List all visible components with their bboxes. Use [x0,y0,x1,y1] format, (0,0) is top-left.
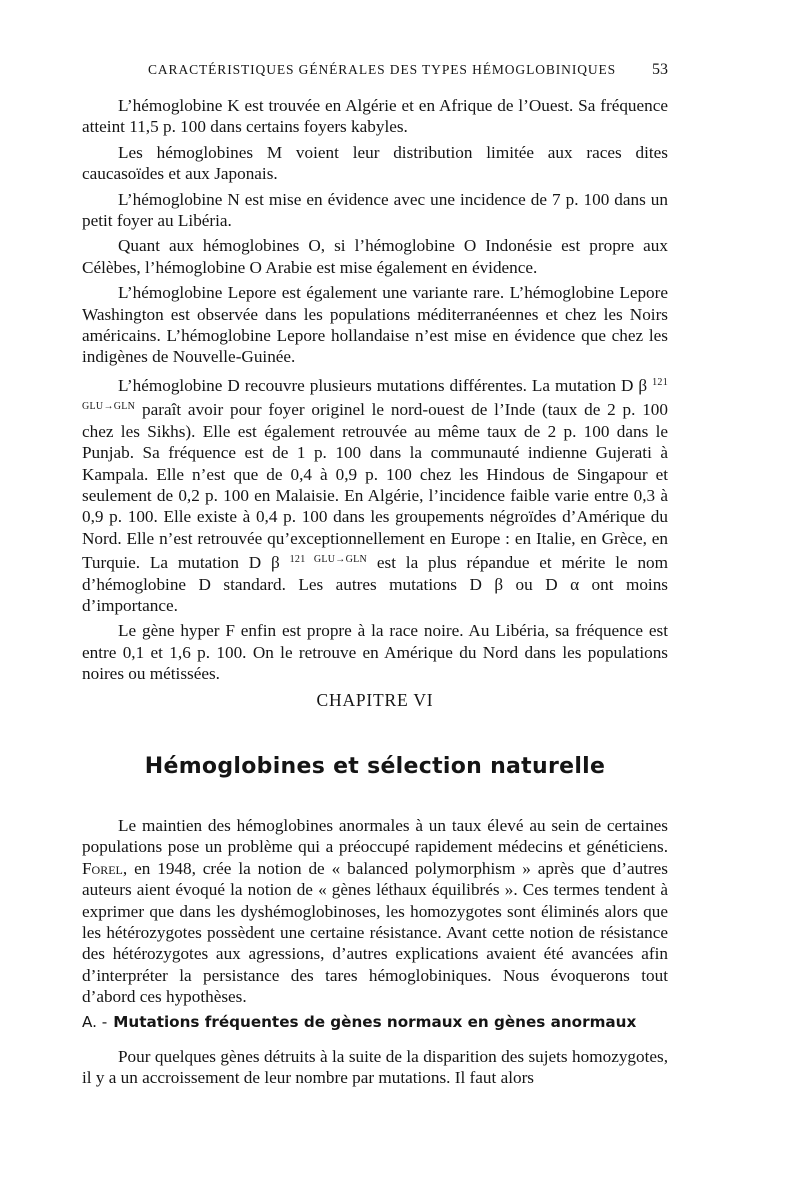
paragraph-hb-n: L’hémoglobine N est mise en évidence avec une incidence de 7 p. 100 dans un petit foyer au Libéria. [82,189,668,231]
top-text-block [82,95,668,689]
hb-d-text-start: L’hémoglobine D recouvre plusieurs mutations différentes. La mutation D β [118,375,648,395]
chapter-title: Hémoglobines et sélection naturelle [144,754,606,779]
section-paragraph: Pour quelques gènes détruits à la suite de la disparition des sujets homozygotes, il y a un accroissement de leur nombre par mutations. Il faut alors [82,1047,668,1088]
paragraph-hb-d [82,372,668,616]
paragraph-hb-m: Les hémoglobines M voient leur distribution limitée aux races dites caucasoïdes et aux Japonais. [82,142,668,184]
paragraph-hyper-f: Le gène hyper F enfin est propre à la race noire. Au Libéria, sa fréquence est entre 0,1 et 1,6 p. 100. On le retrouve en Amérique du Nord dans les populations noires ou métissées. [82,621,668,684]
section-letter: A. - [82,1013,108,1031]
intro-text-before-author: Le maintien des hémoglobines anormales à un taux élevé au sein de certaines populations pose un problème qui a préoccupé rapidement médecins et généticiens. [82,816,668,857]
section-title: Mutations fréquentes de gènes normaux en gènes anormaux [113,1013,637,1031]
mutation-superscript-2: 121 GLU→GLN [289,554,368,566]
paragraph-hb-lepore: L’hémoglobine Lepore est également une variante rare. L’hémoglobine Lepore Washington est observée dans les populations méditerranéennes et chez les Noirs américains. L’hémoglobine Lepore hollandaise n’est mise en évidence que chez les indigènes de Nouvelle-Guinée. [82,283,668,367]
page-number: 53 [652,61,668,78]
paragraph-hb-o: Quant aux hémoglobines O, si l’hémoglobine O Indonésie est propre aux Célèbes, l’hémoglobine O Arabie est mise également en évidence. [82,236,668,277]
hb-d-text-end: est la plus répandue et mérite le nom d’hémoglobine D standard. Les autres mutations D β ou D α ont moins d’importance. [82,553,669,615]
intro-text-after-author: , en 1948, crée la notion de « balanced polymorphism » après que d’autres auteurs aient évoqué la notion de « gènes léthaux équilibrés ». Ces termes tendent à exprimer que dans les dyshémoglobinoses, les homozygotes sont éliminés alors que les hétérozygotes possèdent une certaine résistance. Avant cette notion de résistance des hétérozygotes aux agressions, d’autres explications avaient été avancées afin d’interpréter la persistance des tares hémoglobiniques. Nous évoquerons tout d’abord ces hypothèses. [82,858,668,1007]
section-text-block [82,1046,668,1093]
hb-d-text-middle: paraît avoir pour foyer originel le nord-ouest de l’Inde (taux de 2 p. 100 chez les Sikhs). Elle est également retrouvée au même taux de 2 p. 100 dans le Punjab. Sa fréquence est de 1 p. 100 dans la communauté indienne Gujerati à Kampala. Elle n’est que de 0,4 à 0,9 p. 100 chez les Hindous de Singapour et seulement de 0,2 p. 100 en Malaisie. En Algérie, l’incidence faible varie entre 0,3 à 0,9 p. 100. Elle existe à 0,4 p. 100 dans les groupements négroïdes d’Amérique du Nord. Elle n’est retrouvée qu’exceptionnellement en Europe : en Italie, en Grèce, en Turquie. La mutation D β [82,400,668,573]
author-name: Forel [82,858,123,878]
section-heading [82,1013,668,1031]
mutation-superscript-1: 121 GLU→GLN [82,376,669,413]
paragraph-hb-k: L’hémoglobine K est trouvée en Algérie et en Afrique de l’Ouest. Sa fréquence atteint 11,5 p. 100 dans certains foyers kabyles. [82,96,668,137]
intro-text-block [82,815,668,1012]
running-header [148,62,668,78]
chapter-label: CHAPITRE VI [316,690,434,710]
running-title: CARACTÉRISTIQUES GÉNÉRALES DES TYPES HÉMOGLOBINIQUES [148,62,617,77]
intro-paragraph [82,815,668,1008]
